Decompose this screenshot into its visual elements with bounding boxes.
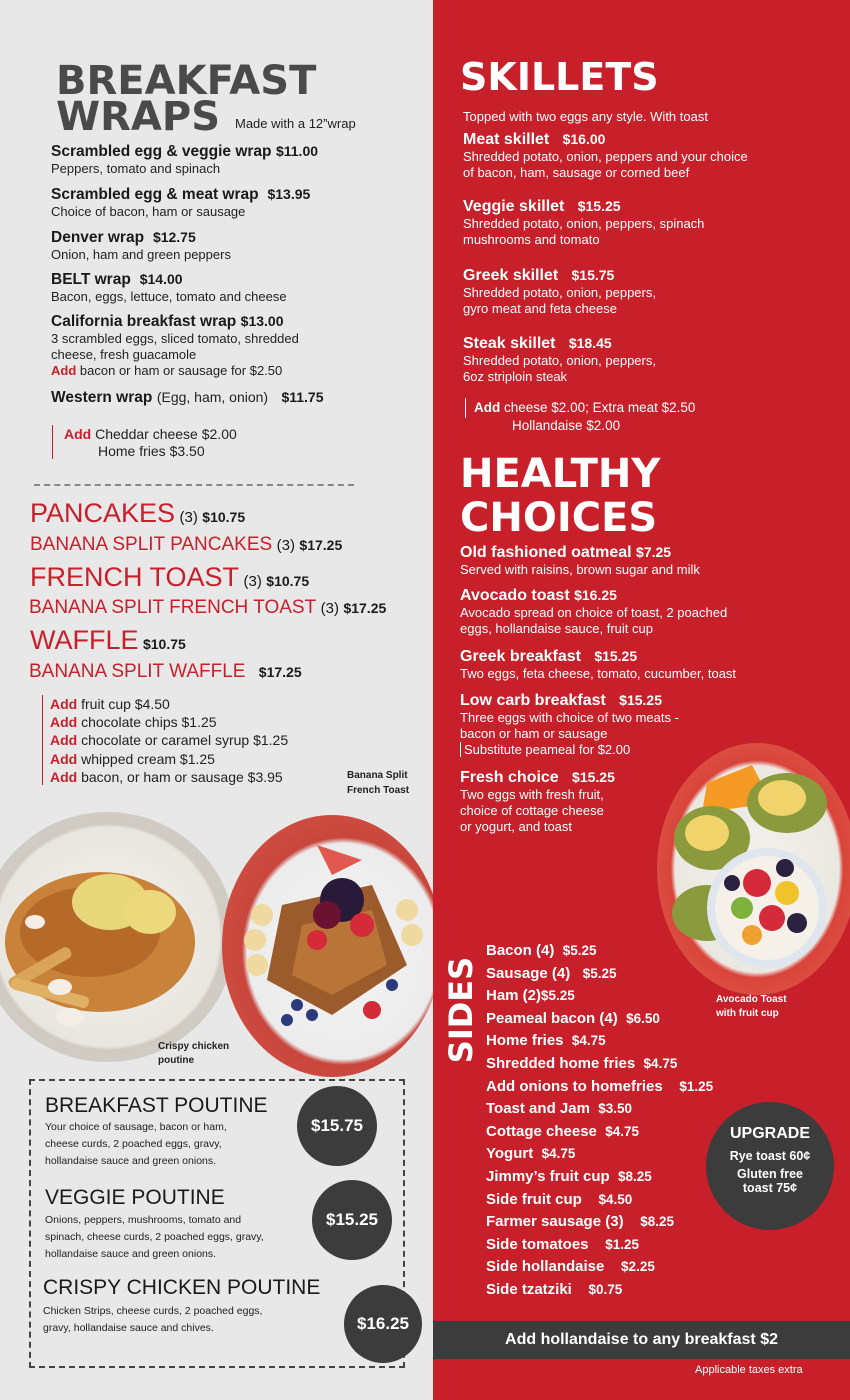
pancakes-add-item <box>50 695 288 713</box>
pancakes-price: $10.75 <box>202 509 246 525</box>
skillet-desc: Shredded potato, onion, peppers and your choice <box>463 149 748 164</box>
side-price: $2.25 <box>621 1259 655 1275</box>
side-name: Jimmy’s fruit cup <box>486 1167 610 1185</box>
caption-line: poutine <box>158 1055 195 1066</box>
wrap-name: Western wrap <box>51 389 153 406</box>
pancakes-add-item <box>50 713 288 731</box>
skillets-add-line1 <box>474 400 695 416</box>
add-word: Add <box>64 426 92 442</box>
bs-pancakes-price: $17.25 <box>299 537 343 553</box>
healthy-name: Greek breakfast <box>460 648 581 665</box>
side-price: $5.25 <box>582 965 617 981</box>
wrap-desc: 3 scrambled eggs, sliced tomato, shredded <box>51 331 299 346</box>
poutine-price-badge: $15.75 <box>297 1086 377 1166</box>
healthy-price: $15.25 <box>572 769 615 785</box>
poutine-price-badge: $15.25 <box>312 1180 392 1260</box>
skillet-item <box>463 335 843 385</box>
wrap-price: $11.00 <box>275 143 319 159</box>
wrap-item <box>51 313 431 379</box>
poutine-desc-line: hollandaise sauce and green onions. <box>45 1248 217 1260</box>
skillet-price: $15.25 <box>577 198 621 214</box>
skillet-desc: Shredded potato, onion, peppers, spinach <box>463 216 705 231</box>
poutine-name: BREAKFAST POUTINE <box>45 1094 268 1117</box>
add-text: cheese $2.00; Extra meat $2.50 <box>504 400 696 415</box>
side-name: Bacon (4) <box>486 942 555 959</box>
add-text: bacon or ham or sausage for $2.50 <box>79 363 283 378</box>
french-toast-photo <box>222 815 442 1077</box>
side-name: Side tomatoes <box>486 1235 589 1253</box>
add-word: Add <box>50 750 78 767</box>
pancakes-add-item <box>50 768 288 786</box>
bs-pancakes-qty: (3) <box>276 537 295 554</box>
wrap-name: Denver wrap <box>51 229 145 246</box>
skillet-item <box>463 198 843 248</box>
skillets-add-line2: Hollandaise $2.00 <box>512 418 621 433</box>
healthy-item <box>460 587 840 637</box>
healthy-item <box>460 648 840 682</box>
poutine-desc-line: Chicken Strips, cheese curds, 2 poached eggs, <box>43 1305 263 1317</box>
taxes-note: Applicable taxes extra <box>695 1364 803 1376</box>
skillet-price: $16.00 <box>562 131 606 147</box>
healthy-name: Avocado toast <box>460 587 570 604</box>
french-line <box>30 562 309 593</box>
healthy-desc: bacon or ham or sausage <box>460 726 608 741</box>
poutine-food-icon <box>0 812 235 1062</box>
healthy-price: $15.25 <box>619 692 662 708</box>
upgrade-line: toast 75¢ <box>742 1181 798 1195</box>
poutine-desc-line: Your choice of sausage, bacon or ham, <box>45 1121 227 1133</box>
side-item <box>486 1030 736 1053</box>
poutine-price-badge: $16.25 <box>344 1285 422 1363</box>
pancakes-add-list <box>50 695 288 786</box>
side-item <box>486 1008 736 1031</box>
add-text: chocolate chips $1.25 <box>81 714 217 731</box>
skillet-desc: 6oz striploin steak <box>463 369 568 384</box>
add-word: Add <box>50 732 78 749</box>
side-item <box>486 1053 736 1076</box>
waffle-line <box>30 625 186 656</box>
side-item <box>486 1279 736 1302</box>
side-item <box>486 1143 736 1166</box>
add-word: Add <box>50 714 78 731</box>
poutine-desc-line: Onions, peppers, mushrooms, tomato and <box>45 1214 242 1226</box>
side-name: Cottage cheese <box>486 1122 597 1140</box>
wrap-desc: Choice of bacon, ham or sausage <box>51 204 246 219</box>
caption-line: with fruit cup <box>716 1008 779 1019</box>
side-name: Peameal bacon (4) <box>486 1009 618 1027</box>
healthy-desc: Three eggs with choice of two meats - <box>460 710 679 725</box>
side-item <box>486 1166 736 1189</box>
side-name: Shredded home fries <box>486 1054 636 1072</box>
wraps-title-line2: WRAPS <box>56 94 221 140</box>
wrap-add-line <box>51 363 431 379</box>
caption-line: Crispy chicken <box>158 1041 230 1052</box>
wrap-name: BELT wrap <box>51 271 131 288</box>
wrap-desc: cheese, fresh guacamole <box>51 347 197 362</box>
healthy-desc: Two eggs with fresh fruit, <box>460 787 604 802</box>
side-name: Toast and Jam <box>486 1100 590 1118</box>
caption-line: Banana Split <box>347 770 408 781</box>
healthy-item <box>460 544 840 578</box>
bs-pancakes-line <box>30 534 342 556</box>
add-text: whipped cream $1.25 <box>81 750 215 767</box>
upgrade-title: UPGRADE <box>729 1125 810 1142</box>
healthy-desc-sub-text: Substitute peameal for $2.00 <box>460 742 630 757</box>
pancakes-qty: (3) <box>179 509 198 526</box>
french-title: FRENCH TOAST <box>30 562 240 592</box>
bs-french-title: BANANA SPLIT FRENCH TOAST <box>29 597 317 618</box>
skillets-subtitle: Topped with two eggs any style. With toast <box>463 109 708 124</box>
healthy-desc: Two eggs, feta cheese, tomato, cucumber, toast <box>460 666 737 681</box>
bs-waffle-line <box>29 661 302 683</box>
sides-title: SIDES <box>442 956 480 1064</box>
wrap-name: California breakfast wrap <box>51 313 237 330</box>
divider <box>34 484 354 486</box>
skillet-name: Veggie skillet <box>463 198 565 215</box>
skillet-name: Steak skillet <box>463 335 556 352</box>
skillet-price: $15.75 <box>571 267 615 283</box>
wrap-price: $13.95 <box>267 186 311 202</box>
side-price: $4.50 <box>598 1191 633 1207</box>
poutine-name: CRISPY CHICKEN POUTINE <box>43 1276 321 1299</box>
healthy-desc: choice of cottage cheese <box>460 803 604 818</box>
waffle-price: $10.75 <box>142 636 186 652</box>
bs-french-line <box>29 597 386 619</box>
side-item <box>486 1256 736 1279</box>
upgrade-line: Rye toast 60¢ <box>729 1149 811 1163</box>
bs-waffle-price: $17.25 <box>258 664 302 680</box>
side-name: Sausage (4) <box>486 964 571 982</box>
hollandaise-banner: Add hollandaise to any breakfast $2 <box>433 1321 850 1359</box>
add-text: chocolate or caramel syrup $1.25 <box>81 732 289 749</box>
pancakes-add-item <box>50 731 288 749</box>
healthy-desc: Avocado spread on choice of toast, 2 poached <box>460 605 728 620</box>
side-item <box>486 1189 736 1212</box>
add-word: Add <box>50 768 78 785</box>
wrap-price: $14.00 <box>139 271 183 287</box>
caption-line: Avocado Toast <box>716 994 787 1005</box>
side-price: $1.25 <box>605 1236 639 1252</box>
wrap-paren: (Egg, ham, onion) <box>156 389 269 405</box>
wraps-add-line1 <box>64 426 237 442</box>
side-price: $5.25 <box>541 988 575 1004</box>
side-name: Farmer sausage (3) <box>486 1213 624 1231</box>
wrap-desc: Peppers, tomato and spinach <box>51 161 221 176</box>
side-name: Side fruit cup <box>486 1190 582 1208</box>
poutine-name: VEGGIE POUTINE <box>45 1186 225 1209</box>
skillet-name: Meat skillet <box>463 131 550 148</box>
skillet-desc: of bacon, ham, sausage or corned beef <box>463 165 690 180</box>
upgrade-line: Gluten free <box>737 1167 803 1181</box>
healthy-name: Fresh choice <box>460 769 559 786</box>
side-item <box>486 1121 736 1144</box>
healthy-desc: Served with raisins, brown sugar and milk <box>460 562 700 577</box>
healthy-title-line2: CHOICES <box>460 495 658 541</box>
add-word: Add <box>51 363 77 378</box>
poutine-photo <box>0 812 235 1062</box>
side-item <box>486 1098 736 1121</box>
pancakes-add-item <box>50 750 288 768</box>
side-price: $0.75 <box>588 1281 623 1297</box>
poutine-desc <box>45 1212 264 1263</box>
pancakes-add-bar <box>42 695 43 785</box>
skillet-desc: gyro meat and feta cheese <box>463 301 617 316</box>
side-name: Side tzatziki <box>486 1280 572 1298</box>
side-item <box>486 940 736 963</box>
french-price: $10.75 <box>266 573 310 589</box>
side-price: $1.25 <box>679 1078 714 1094</box>
skillet-desc: mushrooms and tomato <box>463 232 600 247</box>
wrap-item <box>51 186 431 220</box>
poutine-desc-line: cheese curds, 2 poached eggs, gravy, <box>45 1138 222 1150</box>
poutine-desc-line: gravy, hollandaise sauce and chives. <box>43 1322 214 1334</box>
wrap-item <box>51 229 431 263</box>
wraps-title-line1: BREAKFAST <box>56 58 317 104</box>
wrap-name: Scrambled egg & meat wrap <box>51 186 259 203</box>
wrap-item <box>51 389 431 407</box>
french-qty: (3) <box>243 573 262 590</box>
skillet-item <box>463 267 843 317</box>
skillet-desc: Shredded potato, onion, peppers, <box>463 285 656 300</box>
skillets-add-bar <box>465 398 466 418</box>
poutine-desc <box>45 1119 227 1170</box>
side-name: Yogurt <box>486 1145 534 1163</box>
upgrade-badge <box>706 1102 834 1230</box>
healthy-price: $16.25 <box>574 587 617 603</box>
healthy-desc: eggs, hollandaise sauce, fruit cup <box>460 621 653 636</box>
wraps-subtitle: Made with a 12”wrap <box>235 116 356 131</box>
skillet-item <box>463 131 843 181</box>
side-price: $4.75 <box>541 1146 576 1162</box>
wrap-price: $12.75 <box>152 229 196 245</box>
side-item <box>486 963 736 986</box>
side-price: $5.25 <box>562 943 597 958</box>
healthy-item <box>460 769 680 835</box>
add-text: bacon, or ham or sausage $3.95 <box>81 768 283 785</box>
side-name: Side hollandaise <box>486 1258 605 1276</box>
poutine-caption <box>158 1040 229 1068</box>
french-toast-food-icon <box>222 815 442 1077</box>
side-item <box>486 1076 736 1099</box>
wrap-price: $11.75 <box>281 389 324 405</box>
right-panel <box>433 0 850 1400</box>
side-name: Ham (2) <box>486 987 542 1005</box>
skillet-desc: Shredded potato, onion, peppers, <box>463 353 656 368</box>
wrap-name: Scrambled egg & veggie wrap <box>51 143 272 160</box>
waffle-title: WAFFLE <box>30 625 139 655</box>
pancakes-title: PANCAKES <box>30 498 176 528</box>
side-price: $4.75 <box>643 1055 678 1071</box>
side-item <box>486 985 736 1008</box>
sides-list <box>486 940 736 1302</box>
caption-line: French Toast <box>347 785 410 796</box>
sides-title-wrap <box>439 945 483 1075</box>
side-price: $8.25 <box>640 1214 675 1230</box>
side-name: Home fries <box>486 1032 564 1050</box>
healthy-price: $7.25 <box>636 544 672 560</box>
side-price: $4.75 <box>605 1123 640 1139</box>
poutine-desc-line: hollandaise sauce and green onions. <box>45 1155 217 1167</box>
pancakes-line <box>30 498 245 529</box>
side-price: $4.75 <box>571 1033 606 1049</box>
bs-french-price: $17.25 <box>343 600 387 616</box>
skillet-name: Greek skillet <box>463 267 559 284</box>
add-word: Add <box>474 400 501 415</box>
side-name: Add onions to homefries <box>486 1077 663 1095</box>
skillet-price: $18.45 <box>568 335 612 351</box>
healthy-desc: or yogurt, and toast <box>460 819 573 834</box>
wrap-item <box>51 271 431 305</box>
add-text: fruit cup $4.50 <box>81 696 170 712</box>
side-item <box>486 1211 736 1234</box>
wraps-add-line2: Home fries $3.50 <box>98 443 205 459</box>
wrap-item <box>51 143 431 177</box>
add-text: Cheddar cheese $2.00 <box>95 426 237 442</box>
wrap-price: $13.00 <box>240 313 284 329</box>
wraps-add-bar <box>52 425 53 459</box>
banana-caption <box>347 768 409 798</box>
side-price: $8.25 <box>617 1168 652 1184</box>
wrap-desc: Onion, ham and green peppers <box>51 247 231 262</box>
side-price: $3.50 <box>598 1101 633 1117</box>
poutine-desc-line: spinach, cheese curds, 2 poached eggs, gravy, <box>45 1231 264 1243</box>
poutine-desc <box>43 1303 262 1337</box>
bs-waffle-title: BANANA SPLIT WAFFLE <box>29 661 246 682</box>
skillets-title: SKILLETS <box>460 55 659 99</box>
side-price: $6.50 <box>626 1010 660 1026</box>
healthy-price: $15.25 <box>594 648 638 664</box>
wrap-desc: Bacon, eggs, lettuce, tomato and cheese <box>51 289 287 304</box>
healthy-name: Old fashioned oatmeal <box>460 544 632 561</box>
side-item <box>486 1234 736 1257</box>
healthy-name: Low carb breakfast <box>460 692 606 709</box>
bs-pancakes-title: BANANA SPLIT PANCAKES <box>30 534 273 555</box>
healthy-title-line1: HEALTHY <box>460 451 661 497</box>
bs-french-qty: (3) <box>320 600 339 617</box>
add-word: Add <box>50 696 78 712</box>
